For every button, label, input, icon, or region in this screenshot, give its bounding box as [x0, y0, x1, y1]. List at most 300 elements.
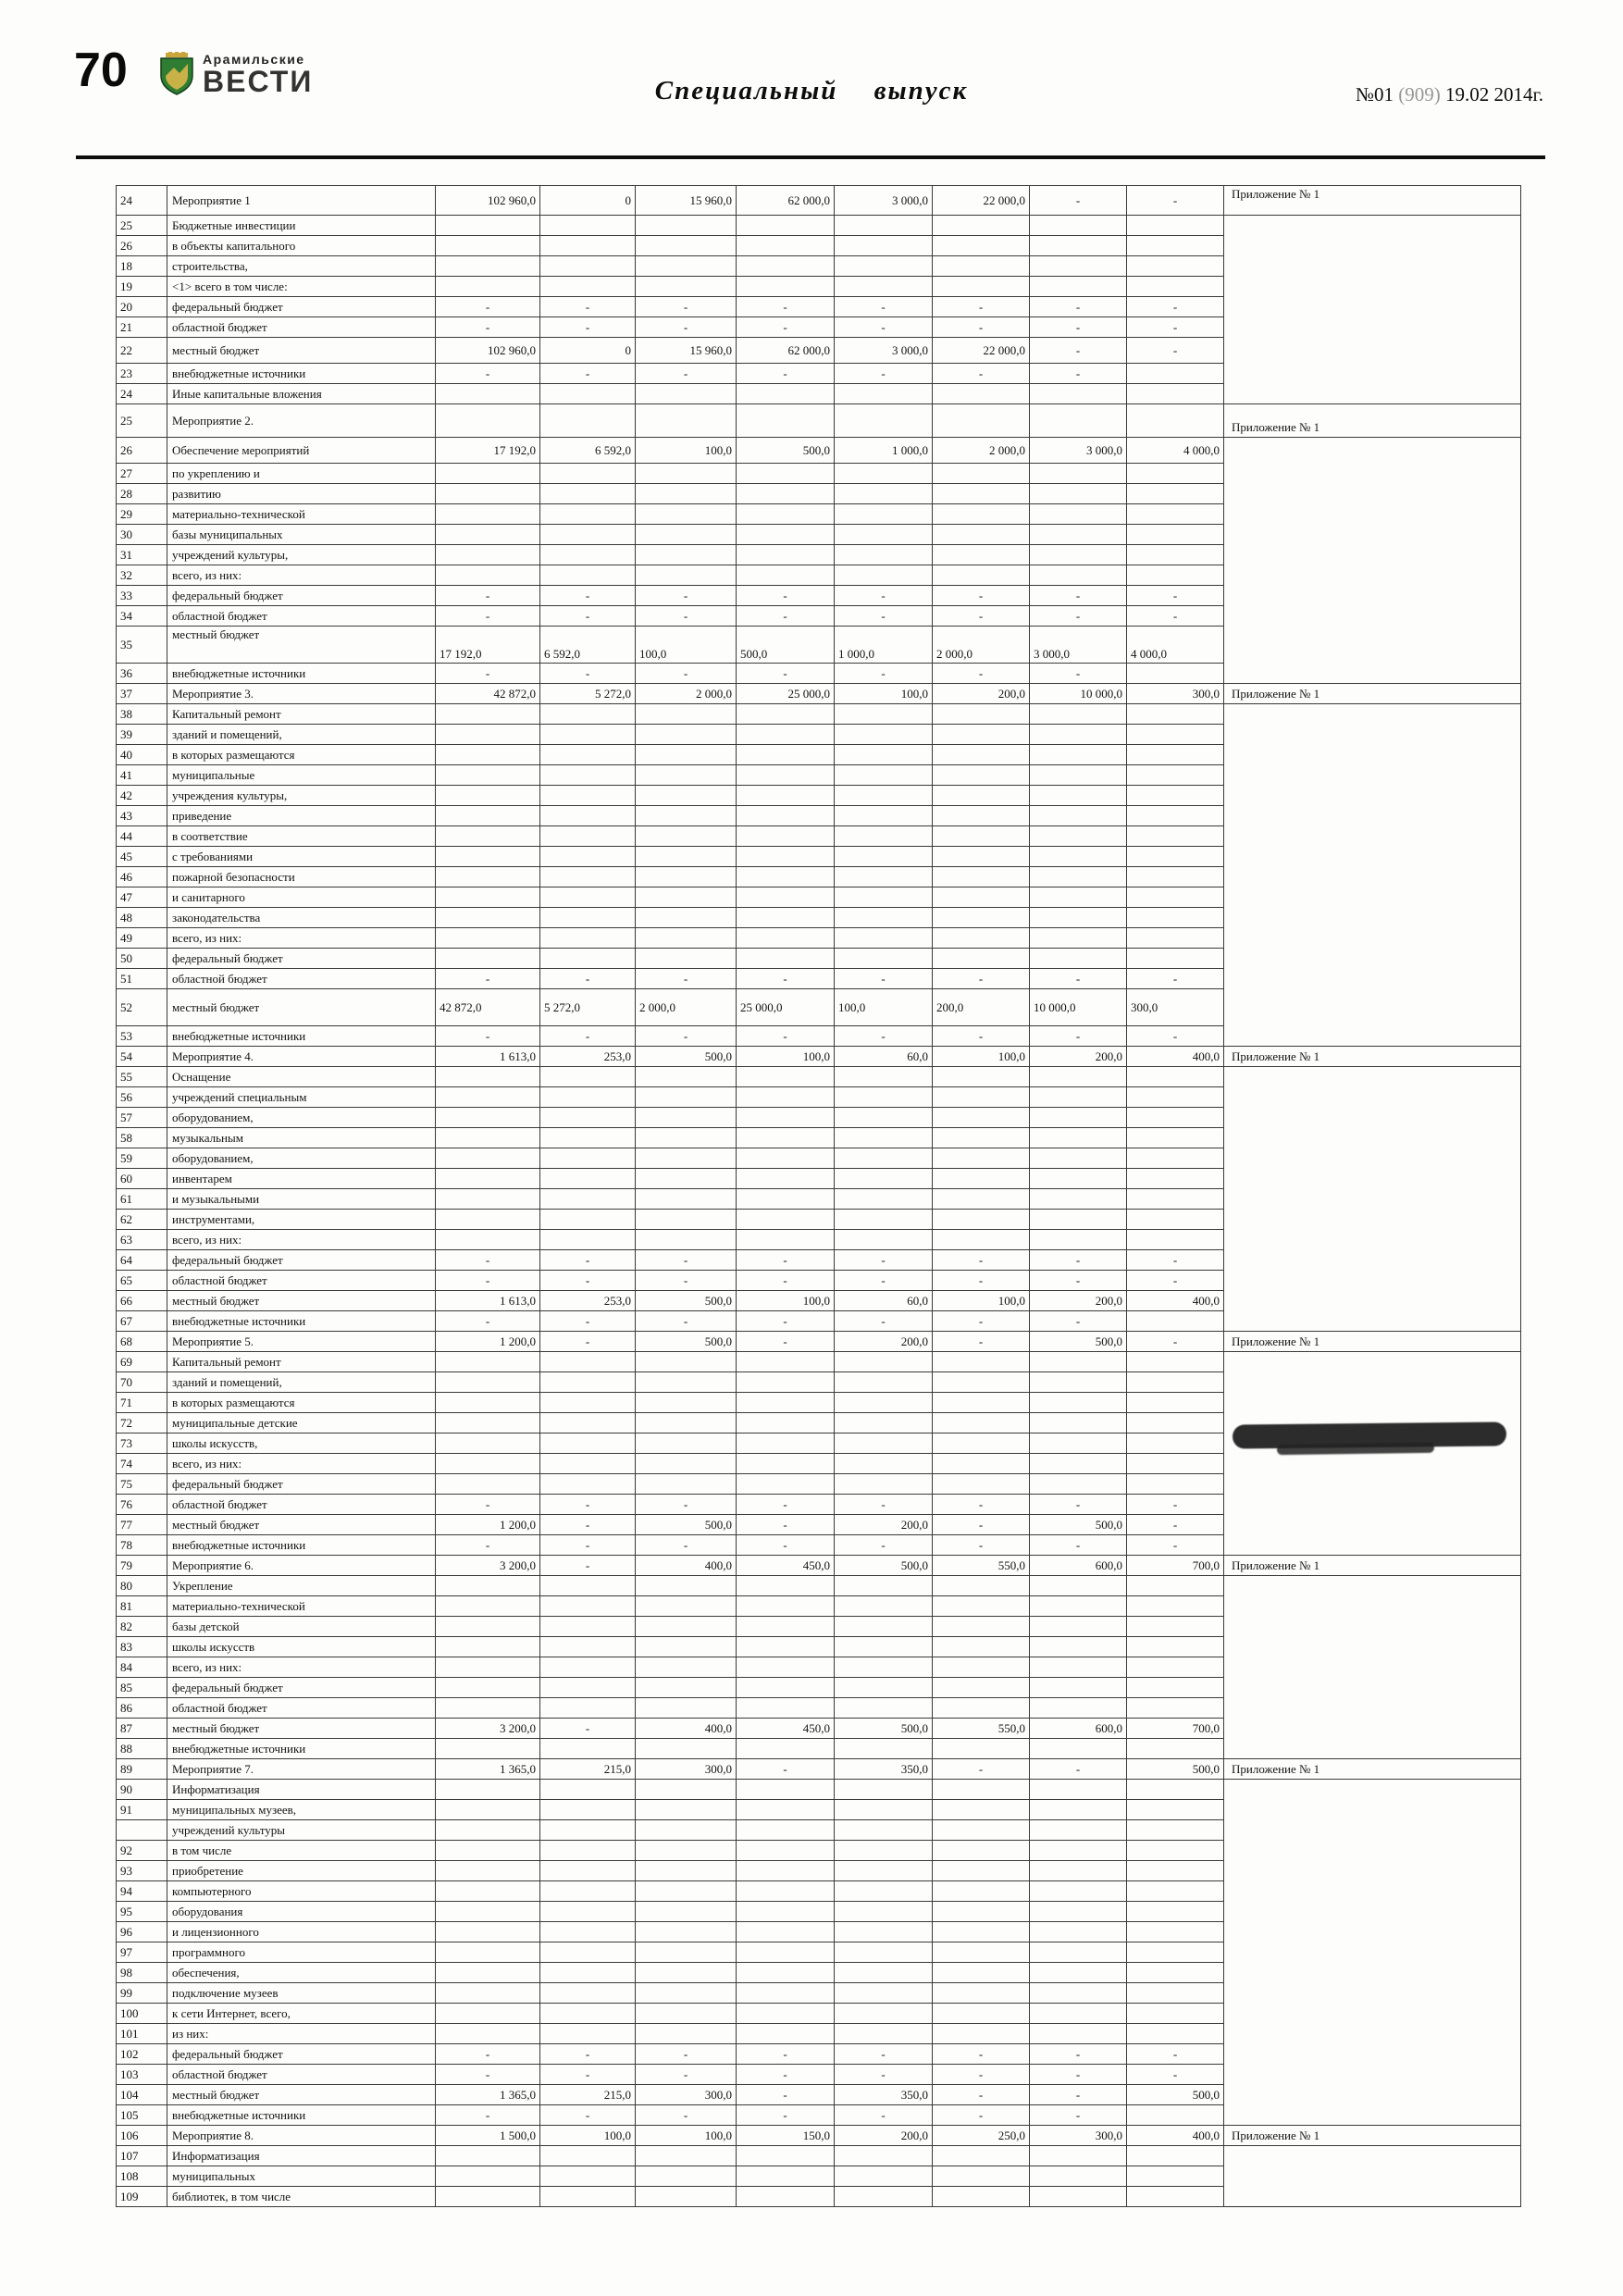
value-cell: - — [933, 1332, 1030, 1352]
description-cell: Оснащение — [167, 1067, 436, 1087]
value-cell — [636, 786, 737, 806]
value-cell — [835, 504, 933, 525]
value-cell — [636, 1108, 737, 1128]
value-cell — [540, 1108, 636, 1128]
description-cell: с требованиями — [167, 847, 436, 867]
table-row — [117, 627, 1521, 664]
value-cell — [1127, 1576, 1224, 1596]
table-row — [117, 1698, 1521, 1719]
note-cell: Приложение № 1 — [1224, 2126, 1521, 2146]
row-number-cell: 29 — [117, 504, 167, 525]
value-cell: - — [1030, 2085, 1127, 2105]
value-cell — [436, 826, 540, 847]
value-cell — [1030, 1087, 1127, 1108]
value-cell — [933, 565, 1030, 586]
value-cell — [835, 1739, 933, 1759]
table-row — [117, 989, 1521, 1026]
description-cell: подключение музеев — [167, 1983, 436, 2004]
value-cell — [1030, 484, 1127, 504]
value-cell — [436, 1820, 540, 1841]
description-cell: к сети Интернет, всего, — [167, 2004, 436, 2024]
value-cell: 62 000,0 — [737, 186, 835, 216]
value-cell — [636, 1800, 737, 1820]
note-cell — [1224, 384, 1521, 404]
value-cell: - — [436, 1495, 540, 1515]
description-cell: муниципальных музеев, — [167, 1800, 436, 1820]
description-cell: федеральный бюджет — [167, 2044, 436, 2065]
table-row — [117, 317, 1521, 338]
value-cell: - — [737, 1271, 835, 1291]
value-cell — [737, 1820, 835, 1841]
value-cell — [1127, 565, 1224, 586]
value-cell: - — [933, 1271, 1030, 1291]
value-cell — [737, 1942, 835, 1963]
note-cell — [1224, 1454, 1521, 1474]
description-cell: муниципальные детские — [167, 1413, 436, 1433]
value-cell — [540, 216, 636, 236]
value-cell — [737, 1433, 835, 1454]
value-cell — [540, 504, 636, 525]
value-cell — [737, 504, 835, 525]
value-cell — [1127, 525, 1224, 545]
value-cell — [436, 256, 540, 277]
note-cell — [1224, 256, 1521, 277]
note-cell — [1224, 1902, 1521, 1922]
description-cell: оборудования — [167, 1902, 436, 1922]
description-cell: Капитальный ремонт — [167, 1352, 436, 1372]
value-cell: 60,0 — [835, 1047, 933, 1067]
issue-info — [1356, 83, 1543, 106]
row-number-cell: 86 — [117, 1698, 167, 1719]
value-cell — [933, 1210, 1030, 1230]
value-cell: - — [737, 297, 835, 317]
value-cell — [835, 1352, 933, 1372]
value-cell — [1030, 847, 1127, 867]
value-cell — [540, 1922, 636, 1942]
value-cell — [436, 2146, 540, 2166]
value-cell: 100,0 — [835, 989, 933, 1026]
table-row — [117, 1963, 1521, 1983]
table-row — [117, 1678, 1521, 1698]
value-cell — [540, 1617, 636, 1637]
value-cell — [636, 1820, 737, 1841]
value-cell — [636, 1657, 737, 1678]
description-cell: всего, из них: — [167, 1657, 436, 1678]
description-cell: областной бюджет — [167, 1698, 436, 1719]
value-cell — [540, 1902, 636, 1922]
value-cell: - — [540, 1271, 636, 1291]
value-cell: 1 000,0 — [835, 627, 933, 664]
value-cell: - — [933, 364, 1030, 384]
value-cell — [540, 1128, 636, 1148]
value-cell — [436, 1596, 540, 1617]
row-number-cell: 53 — [117, 1026, 167, 1047]
note-cell — [1224, 765, 1521, 786]
row-number-cell: 84 — [117, 1657, 167, 1678]
row-number-cell: 104 — [117, 2085, 167, 2105]
description-cell: Информатизация — [167, 1780, 436, 1800]
value-cell: - — [835, 317, 933, 338]
value-cell: 1 200,0 — [436, 1515, 540, 1535]
note-cell — [1224, 1800, 1521, 1820]
description-cell: внебюджетные источники — [167, 2105, 436, 2126]
value-cell — [835, 867, 933, 887]
value-cell — [636, 404, 737, 438]
table-row — [117, 464, 1521, 484]
note-cell — [1224, 786, 1521, 806]
value-cell — [933, 1678, 1030, 1698]
description-cell: школы искусств, — [167, 1433, 436, 1454]
value-cell — [436, 1678, 540, 1698]
value-cell — [835, 484, 933, 504]
value-cell: - — [1127, 338, 1224, 364]
value-cell — [835, 745, 933, 765]
value-cell — [1030, 1189, 1127, 1210]
value-cell — [1127, 1800, 1224, 1820]
value-cell — [933, 2146, 1030, 2166]
row-number-cell: 36 — [117, 664, 167, 684]
value-cell — [835, 2146, 933, 2166]
value-cell: - — [1030, 1271, 1127, 1291]
description-cell: местный бюджет — [167, 989, 436, 1026]
value-cell: 250,0 — [933, 2126, 1030, 2146]
value-cell — [636, 1148, 737, 1169]
table-row — [117, 2187, 1521, 2207]
row-number-cell: 58 — [117, 1128, 167, 1148]
table-row — [117, 1067, 1521, 1087]
value-cell — [540, 867, 636, 887]
value-cell: - — [835, 1250, 933, 1271]
value-cell — [1127, 1922, 1224, 1942]
value-cell: - — [1127, 1515, 1224, 1535]
value-cell: - — [540, 317, 636, 338]
value-cell — [436, 1230, 540, 1250]
value-cell — [1127, 1739, 1224, 1759]
value-cell: - — [835, 606, 933, 627]
value-cell — [737, 1393, 835, 1413]
value-cell — [636, 216, 737, 236]
value-cell — [737, 1963, 835, 1983]
value-cell — [1030, 867, 1127, 887]
value-cell — [436, 565, 540, 586]
value-cell: - — [933, 1026, 1030, 1047]
table-row — [117, 1087, 1521, 1108]
value-cell: - — [737, 2065, 835, 2085]
value-cell — [540, 704, 636, 725]
value-cell: - — [1127, 1332, 1224, 1352]
value-cell — [1030, 908, 1127, 928]
value-cell — [540, 1576, 636, 1596]
table-row — [117, 236, 1521, 256]
value-cell — [636, 1230, 737, 1250]
value-cell: 102 960,0 — [436, 186, 540, 216]
value-cell: - — [1030, 338, 1127, 364]
value-cell — [1127, 464, 1224, 484]
value-cell — [636, 1596, 737, 1617]
value-cell — [835, 1617, 933, 1637]
value-cell — [737, 1922, 835, 1942]
description-cell: и лицензионного — [167, 1922, 436, 1942]
row-number-cell: 35 — [117, 627, 167, 664]
description-cell: инвентарем — [167, 1169, 436, 1189]
description-cell: областной бюджет — [167, 969, 436, 989]
note-cell — [1224, 1535, 1521, 1556]
value-cell — [835, 1902, 933, 1922]
value-cell — [636, 484, 737, 504]
row-number-cell: 57 — [117, 1108, 167, 1128]
value-cell — [1127, 1657, 1224, 1678]
value-cell — [540, 236, 636, 256]
value-cell — [540, 404, 636, 438]
value-cell — [1030, 1067, 1127, 1087]
value-cell — [436, 1902, 540, 1922]
value-cell — [737, 1454, 835, 1474]
table-row — [117, 404, 1521, 438]
note-cell — [1224, 606, 1521, 627]
value-cell — [540, 786, 636, 806]
value-cell — [436, 1780, 540, 1800]
value-cell — [835, 1698, 933, 1719]
value-cell — [737, 704, 835, 725]
value-cell — [933, 504, 1030, 525]
value-cell — [540, 2187, 636, 2207]
table-row — [117, 2105, 1521, 2126]
value-cell — [1127, 1433, 1224, 1454]
value-cell: - — [1030, 297, 1127, 317]
table-row — [117, 1800, 1521, 1820]
value-cell: 450,0 — [737, 1719, 835, 1739]
value-cell — [1127, 1678, 1224, 1698]
value-cell — [540, 545, 636, 565]
row-number-cell: 44 — [117, 826, 167, 847]
value-cell: - — [835, 2105, 933, 2126]
value-cell: 1 613,0 — [436, 1291, 540, 1311]
table-row — [117, 1841, 1521, 1861]
value-cell — [835, 1881, 933, 1902]
note-cell — [1224, 847, 1521, 867]
value-cell — [737, 745, 835, 765]
note-cell — [1224, 1780, 1521, 1800]
value-cell — [933, 216, 1030, 236]
value-cell — [1030, 236, 1127, 256]
description-cell: приобретение — [167, 1861, 436, 1881]
value-cell — [737, 1698, 835, 1719]
row-number-cell: 32 — [117, 565, 167, 586]
note-cell — [1224, 484, 1521, 504]
note-cell — [1224, 1719, 1521, 1739]
value-cell: 10 000,0 — [1030, 989, 1127, 1026]
table-row — [117, 928, 1521, 949]
value-cell: 100,0 — [737, 1047, 835, 1067]
value-cell — [436, 928, 540, 949]
table-row — [117, 1495, 1521, 1515]
value-cell: - — [1127, 1495, 1224, 1515]
value-cell — [835, 216, 933, 236]
value-cell — [737, 256, 835, 277]
description-cell: материально-технической — [167, 504, 436, 525]
value-cell — [835, 1474, 933, 1495]
value-cell — [540, 847, 636, 867]
value-cell — [436, 867, 540, 887]
table-row — [117, 2044, 1521, 2065]
value-cell: - — [540, 2065, 636, 2085]
value-cell: - — [636, 606, 737, 627]
value-cell — [1030, 1210, 1127, 1230]
header-rule — [76, 155, 1545, 159]
value-cell: - — [1127, 969, 1224, 989]
value-cell — [1030, 1963, 1127, 1983]
value-cell: - — [737, 1332, 835, 1352]
value-cell — [636, 1698, 737, 1719]
table-row — [117, 1332, 1521, 1352]
table-row — [117, 2146, 1521, 2166]
value-cell — [636, 525, 737, 545]
value-cell: 25 000,0 — [737, 684, 835, 704]
description-cell: местный бюджет — [167, 1291, 436, 1311]
value-cell — [540, 745, 636, 765]
value-cell: 200,0 — [1030, 1291, 1127, 1311]
row-number-cell: 43 — [117, 806, 167, 826]
value-cell: - — [636, 2065, 737, 2085]
value-cell: - — [737, 969, 835, 989]
value-cell: 0 — [540, 186, 636, 216]
value-cell — [1030, 2187, 1127, 2207]
description-cell: обеспечения, — [167, 1963, 436, 1983]
value-cell — [540, 826, 636, 847]
value-cell: - — [933, 2085, 1030, 2105]
value-cell: - — [1127, 1535, 1224, 1556]
description-cell: приведение — [167, 806, 436, 826]
value-cell — [933, 1739, 1030, 1759]
value-cell — [636, 1454, 737, 1474]
value-cell — [737, 765, 835, 786]
table-row — [117, 216, 1521, 236]
value-cell — [1030, 1108, 1127, 1128]
value-cell — [1030, 277, 1127, 297]
value-cell — [1030, 1148, 1127, 1169]
value-cell: - — [1127, 186, 1224, 216]
value-cell — [436, 525, 540, 545]
table-row — [117, 1372, 1521, 1393]
row-number-cell: 54 — [117, 1047, 167, 1067]
row-number-cell: 20 — [117, 297, 167, 317]
value-cell — [1030, 2146, 1127, 2166]
value-cell — [835, 1087, 933, 1108]
value-cell — [436, 725, 540, 745]
value-cell — [636, 277, 737, 297]
value-cell — [636, 1576, 737, 1596]
value-cell — [1127, 908, 1224, 928]
value-cell — [1030, 1576, 1127, 1596]
value-cell: 3 000,0 — [1030, 627, 1127, 664]
value-cell: - — [1030, 2065, 1127, 2085]
row-number-cell: 99 — [117, 1983, 167, 2004]
value-cell: 1 000,0 — [835, 438, 933, 464]
description-cell: зданий и помещений, — [167, 725, 436, 745]
value-cell: - — [636, 364, 737, 384]
description-cell: внебюджетные источники — [167, 364, 436, 384]
note-cell — [1224, 1495, 1521, 1515]
value-cell — [540, 1963, 636, 1983]
row-number-cell: 52 — [117, 989, 167, 1026]
value-cell — [835, 908, 933, 928]
value-cell: 2 000,0 — [933, 438, 1030, 464]
value-cell: 300,0 — [1030, 2126, 1127, 2146]
value-cell: 215,0 — [540, 1759, 636, 1780]
value-cell: 400,0 — [636, 1556, 737, 1576]
value-cell — [835, 1820, 933, 1841]
value-cell — [835, 404, 933, 438]
value-cell — [933, 949, 1030, 969]
value-cell — [1127, 504, 1224, 525]
value-cell — [636, 1087, 737, 1108]
value-cell — [933, 1963, 1030, 1983]
table-row — [117, 786, 1521, 806]
value-cell: - — [436, 1311, 540, 1332]
issue-serial: (909) — [1398, 83, 1441, 105]
table-row — [117, 1759, 1521, 1780]
value-cell — [737, 2146, 835, 2166]
table-row — [117, 438, 1521, 464]
value-cell — [1030, 2024, 1127, 2044]
table-row — [117, 1210, 1521, 1230]
value-cell — [636, 1474, 737, 1495]
value-cell — [436, 545, 540, 565]
value-cell — [835, 2024, 933, 2044]
value-cell — [737, 1576, 835, 1596]
value-cell — [636, 1617, 737, 1637]
table-row — [117, 887, 1521, 908]
value-cell: - — [1030, 1495, 1127, 1515]
value-cell: - — [436, 297, 540, 317]
description-cell: внебюджетные источники — [167, 1026, 436, 1047]
value-cell — [933, 1169, 1030, 1189]
value-cell: 500,0 — [1030, 1515, 1127, 1535]
row-number-cell: 93 — [117, 1861, 167, 1881]
row-number-cell: 75 — [117, 1474, 167, 1495]
value-cell: 25 000,0 — [737, 989, 835, 1026]
note-cell — [1224, 1861, 1521, 1881]
note-cell — [1224, 338, 1521, 364]
value-cell: - — [540, 1026, 636, 1047]
value-cell — [933, 887, 1030, 908]
value-cell: - — [1127, 586, 1224, 606]
table-row — [117, 1637, 1521, 1657]
value-cell: 1 365,0 — [436, 2085, 540, 2105]
note-cell — [1224, 928, 1521, 949]
value-cell: 42 872,0 — [436, 989, 540, 1026]
value-cell: - — [1030, 2044, 1127, 2065]
value-cell — [540, 1780, 636, 1800]
value-cell — [835, 1372, 933, 1393]
value-cell — [1127, 256, 1224, 277]
value-cell — [540, 725, 636, 745]
value-cell: - — [436, 1535, 540, 1556]
value-cell — [636, 1210, 737, 1230]
table-row — [117, 1515, 1521, 1535]
value-cell: - — [1127, 317, 1224, 338]
value-cell — [436, 1861, 540, 1881]
value-cell — [933, 1861, 1030, 1881]
value-cell: - — [436, 317, 540, 338]
value-cell: 253,0 — [540, 1291, 636, 1311]
value-cell: - — [540, 297, 636, 317]
table-row — [117, 1454, 1521, 1474]
row-number-cell: 37 — [117, 684, 167, 704]
value-cell: 500,0 — [1030, 1332, 1127, 1352]
value-cell — [1030, 725, 1127, 745]
value-cell — [436, 236, 540, 256]
